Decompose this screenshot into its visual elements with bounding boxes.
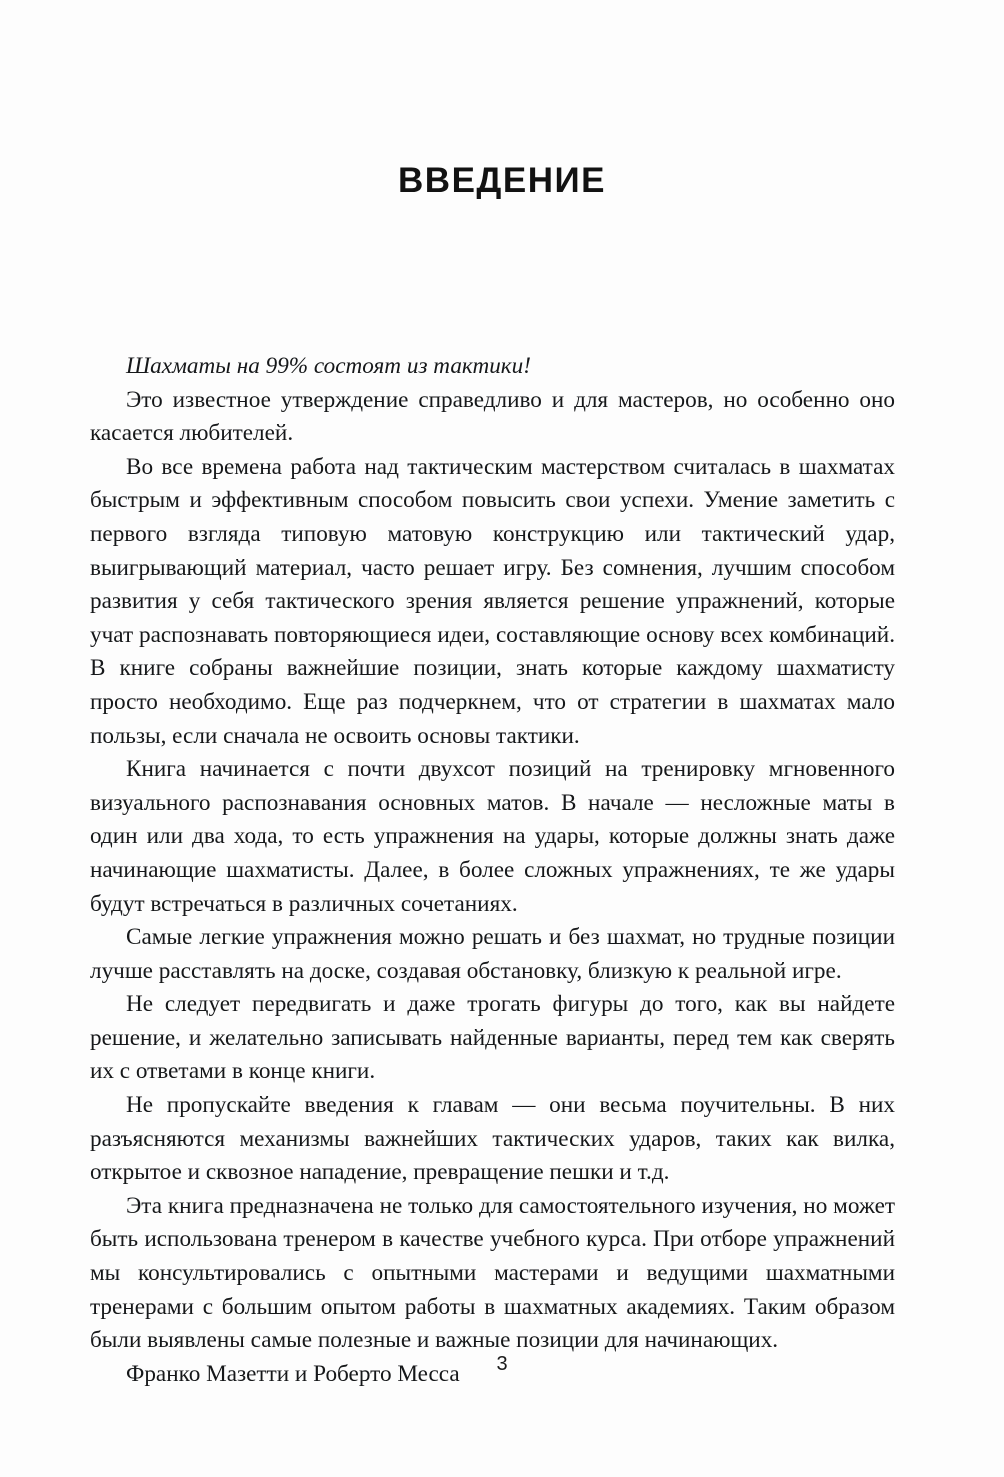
paragraph-5: Не следует передвигать и даже трогать фигуры до того, как вы найдете решение, и желательно записывать найденные варианты, перед тем как сверять их с ответами в конце книги. [90,991,895,1085]
author-signature: Франко Мазетти и Роберто Месса [126,1360,460,1387]
paragraph-2: Во все времена работа над тактическим мастерством считалась в шахматах быстрым и эффективным способом повысить свои успехи. Умение заметить с первого взгляда типовую матовую конструкцию или тактический удар, выигрывающий материал, часто решает игру. Без сомнения, лучшим способом развития у себя тактического зрения является решение упражнений, которые учат распознавать повторяющиеся идеи, составляющие основу всех комбинаций. В книге собраны важнейшие позиции, знать которые каждому шахматисту просто необходимо. Еще раз подчеркнем, что от стратегии в шахматах мало пользы, если сначала не освоить основы тактики. [90,453,895,749]
epigraph-line: Шахматы на 99% состоят из тактики! [126,353,531,379]
page-number: 3 [496,1353,508,1375]
paragraph-3: Книга начинается с почти двухсот позиций на тренировку мгновенного визуального распознавания основных матов. В начале — несложные маты в один или два хода, то есть упражнения на удары, которые должны знать даже начинающие шахматисты. Далее, в более сложных упражнениях, те же удары будут встречаться в различных сочетаниях. [90,756,895,917]
page-title: ВВЕДЕНИЕ [398,161,606,201]
body-text [90,350,895,1391]
paragraph-1: Это известное утверждение справедливо и для мастеров, но особенно оно касается любителей. [90,386,895,447]
paragraph-4: Самые легкие упражнения можно решать и без шахмат, но трудные позиции лучше расставлять на доске, создавая обстановку, близкую к реальной игре. [90,924,895,984]
paragraph-6: Не пропускайте введения к главам — они весьма поучительны. В них разъясняются механизмы важнейших тактических ударов, таких как вилка, открытое и сквозное нападение, превращение пешки и т.д. [90,1092,895,1186]
paragraph-7: Эта книга предназначена не только для самостоятельного изучения, но может быть использована тренером в качестве учебного курса. При отборе упражнений мы консультировались с опытными мастерами и ведущими шахматными тренерами с большим опытом работы в шахматных академиях. Таким образом были выявлены самые полезные и важные позиции для начинающих. [90,1192,895,1354]
